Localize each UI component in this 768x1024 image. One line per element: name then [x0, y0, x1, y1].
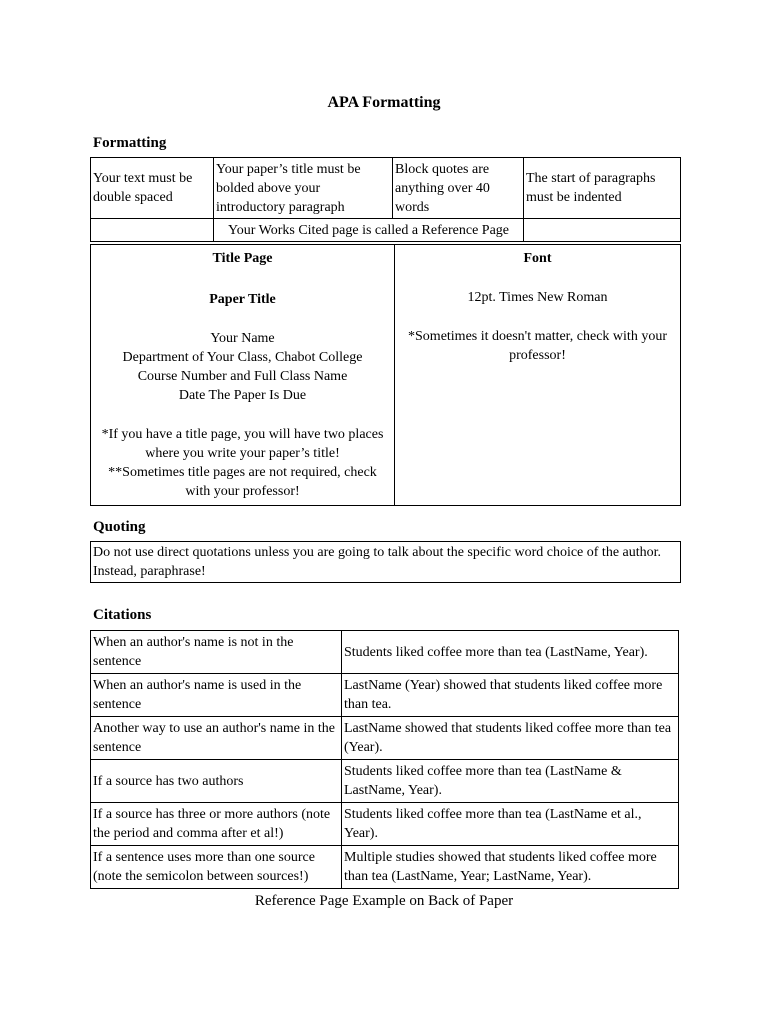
citation-example: Students liked coffee more than tea (LastName & LastName, Year). [342, 760, 679, 803]
font-cell [395, 245, 681, 506]
paper-title-label: Paper Title [209, 292, 276, 307]
table-row [91, 803, 679, 846]
title-page-line: Course Number and Full Class Name [137, 369, 348, 384]
citation-example: Students liked coffee more than tea (LastName, Year). [342, 631, 679, 674]
document-title: APA Formatting [327, 94, 441, 111]
table-row [91, 846, 679, 889]
citations-table [90, 630, 679, 889]
title-page-cell [91, 245, 395, 506]
font-value: 12pt. Times New Roman [467, 290, 608, 305]
citation-case: If a source has three or more authors (note the period and comma after et al!) [91, 803, 342, 846]
citation-example: Multiple studies showed that students liked coffee more than tea (LastName, Year; LastName, Year). [342, 846, 679, 889]
formatting-heading: Formatting [93, 135, 167, 151]
font-note: *Sometimes it doesn't matter, check with your professor! [408, 329, 667, 363]
quoting-text: Do not use direct quotations unless you are going to talk about the specific word choice of the author. Instead, paraphrase! [90, 541, 681, 583]
table-row [91, 631, 679, 674]
title-page-note: **Sometimes title pages are not required, check with your professor! [108, 465, 377, 499]
title-page-line: Date The Paper Is Due [178, 388, 307, 403]
formatting-empty-cell [91, 219, 214, 242]
formatting-empty-cell [524, 219, 681, 242]
citation-example: LastName (Year) showed that students liked coffee more than tea. [342, 674, 679, 717]
citation-case: If a source has two authors [91, 760, 342, 803]
table-row [91, 674, 679, 717]
formatting-cell-block-quotes: Block quotes are anything over 40 words [393, 158, 524, 219]
formatting-cell-title: Your paper’s title must be bolded above your introductory paragraph [214, 158, 393, 219]
title-page-heading: Title Page [212, 251, 273, 266]
table-row [91, 717, 679, 760]
formatting-cell-spacing: Your text must be double spaced [91, 158, 214, 219]
formatting-table [90, 157, 681, 242]
citation-case: If a sentence uses more than one source (note the semicolon between sources!) [91, 846, 342, 889]
quoting-heading: Quoting [93, 519, 146, 535]
formatting-row-reference [91, 219, 681, 242]
citations-heading: Citations [93, 607, 152, 623]
title-page-note: *If you have a title page, you will have two places where you write your paper’s title! [101, 427, 384, 461]
citation-case: When an author's name is used in the sentence [91, 674, 342, 717]
table-row [91, 760, 679, 803]
citation-case: When an author's name is not in the sentence [91, 631, 342, 674]
footer-note: Reference Page Example on Back of Paper [254, 893, 514, 909]
citation-example: Students liked coffee more than tea (LastName et al., Year). [342, 803, 679, 846]
title-page-line: Your Name [210, 331, 275, 346]
title-page-font-table [90, 244, 681, 506]
font-heading: Font [523, 251, 552, 266]
formatting-row [91, 158, 681, 219]
formatting-cell-indent: The start of paragraphs must be indented [524, 158, 681, 219]
citation-case: Another way to use an author's name in the sentence [91, 717, 342, 760]
citation-example: LastName showed that students liked coffee more than tea (Year). [342, 717, 679, 760]
title-page-line: Department of Your Class, Chabot College [122, 350, 363, 365]
reference-page-note: Your Works Cited page is called a Reference Page [214, 219, 524, 242]
